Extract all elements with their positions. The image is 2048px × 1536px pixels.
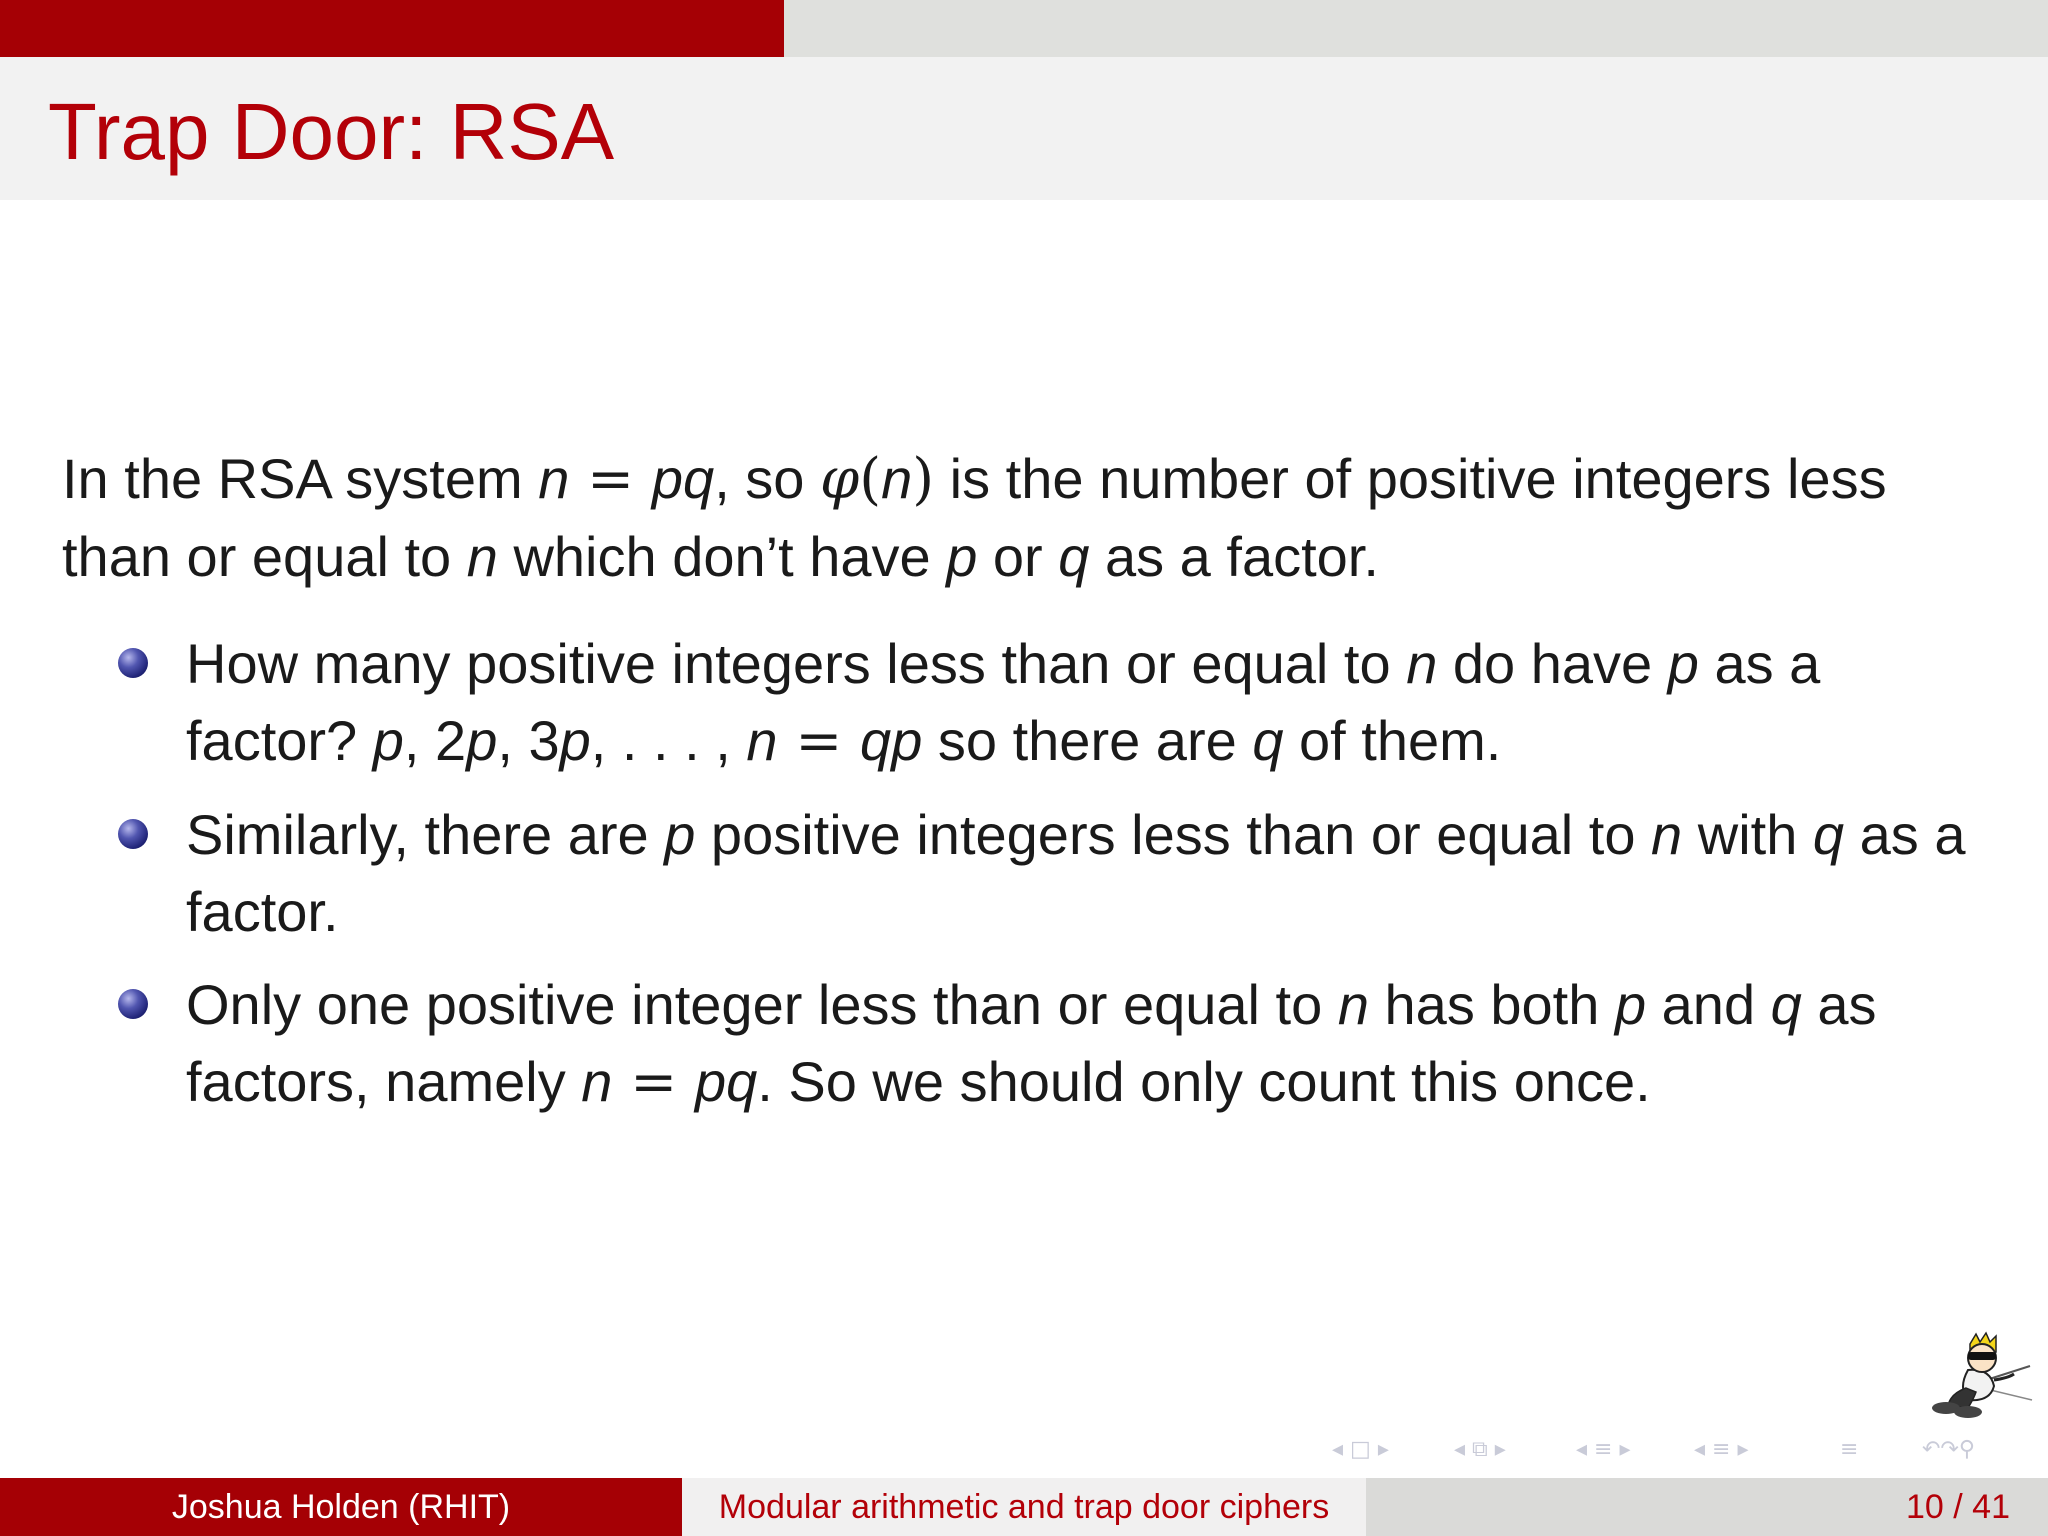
text: . So we should only count this once. <box>757 1050 1651 1113</box>
math-n: n <box>1406 632 1438 695</box>
text: which don’t have <box>497 525 947 588</box>
math-pq: pq <box>694 1050 758 1113</box>
text: , . . . , <box>590 709 747 772</box>
footer-page-number: 10 / 41 <box>1906 1488 2010 1526</box>
math-pq: pq <box>651 447 715 510</box>
math-paren: ) <box>912 447 935 512</box>
text: Only one positive integer less than or equal to <box>186 973 1338 1036</box>
footer-title: Modular arithmetic and trap door ciphers <box>682 1478 1366 1536</box>
math-qp: qp <box>860 709 923 772</box>
math-q: q <box>1058 525 1090 588</box>
text: with <box>1682 803 1813 866</box>
math-q: q <box>1770 973 1802 1036</box>
math-n: n <box>466 525 498 588</box>
math-n: n <box>881 447 913 510</box>
text: , so <box>714 447 821 510</box>
math-n: n <box>581 1050 613 1113</box>
bullet-ball-icon <box>118 648 148 678</box>
math-n: n <box>538 447 570 510</box>
text: is the number of positive integers less than or equal to <box>62 447 1887 588</box>
text: do have <box>1437 632 1668 695</box>
text: as factors, namely <box>186 973 1877 1113</box>
math-n: n <box>1651 803 1683 866</box>
math-p: p <box>372 709 404 772</box>
bullet-ball-icon <box>118 819 148 849</box>
bullet-ball-icon <box>118 989 148 1019</box>
search-icon[interactable]: ↶↷⚲ <box>1922 1437 1975 1462</box>
math-paren: ( <box>859 447 882 512</box>
math-phi: φ <box>820 447 860 512</box>
subsection-nav-icon[interactable]: ◂ ⧉ ▸ <box>1454 1437 1506 1462</box>
math-equals: = <box>569 447 652 512</box>
math-equals: = <box>777 709 861 774</box>
footer-page-box <box>1366 1478 2048 1536</box>
bullet-item <box>62 796 2002 950</box>
math-q: q <box>1812 803 1845 866</box>
math-q: q <box>1252 709 1284 772</box>
slide-title: Trap Door: RSA <box>48 87 615 176</box>
burglar-mascot-icon <box>1910 1330 2034 1418</box>
math-p: p <box>664 803 696 866</box>
section-nav-icon[interactable]: ◂ ≡ ▸ <box>1576 1437 1631 1462</box>
text: or <box>977 525 1059 588</box>
text: as a factor? <box>186 632 1821 772</box>
footer <box>0 1478 2048 1536</box>
bullet-list <box>62 625 2002 1121</box>
bullet-item <box>62 966 2002 1121</box>
progress-fill <box>0 0 784 57</box>
progress-bar <box>0 0 2048 57</box>
text: , 3 <box>497 709 560 772</box>
slide-content <box>62 440 2002 1137</box>
math-p: p <box>946 525 978 588</box>
text: and <box>1646 973 1771 1036</box>
text: How many positive integers less than or equal to <box>186 632 1407 695</box>
math-equals: = <box>612 1050 695 1115</box>
math-p: p <box>1667 632 1699 695</box>
text: Similarly, there are <box>186 803 665 866</box>
text: positive integers less than or equal to <box>695 803 1652 866</box>
text: , 2 <box>403 709 467 772</box>
bullet-item <box>62 625 2002 780</box>
text: has both <box>1368 973 1615 1036</box>
toc-icon[interactable]: ≡ <box>1840 1437 1859 1462</box>
math-n: n <box>746 709 778 772</box>
intro-paragraph <box>62 440 2002 595</box>
text: as a factor. <box>186 803 1966 943</box>
frame-nav-icon[interactable]: ◂ □ ▸ <box>1332 1437 1389 1462</box>
text: so there are <box>922 709 1253 772</box>
text: In the RSA system <box>62 447 539 510</box>
math-p: p <box>559 709 591 772</box>
subsection2-nav-icon[interactable]: ◂ ≡ ▸ <box>1694 1437 1749 1462</box>
math-p: p <box>1614 973 1647 1036</box>
math-p: p <box>466 709 498 772</box>
footer-author: Joshua Holden (RHIT) <box>0 1478 682 1536</box>
beamer-navigation <box>1332 1434 2036 1466</box>
text: of them. <box>1283 709 1502 772</box>
math-n: n <box>1337 973 1369 1036</box>
text: as a factor. <box>1089 525 1379 588</box>
